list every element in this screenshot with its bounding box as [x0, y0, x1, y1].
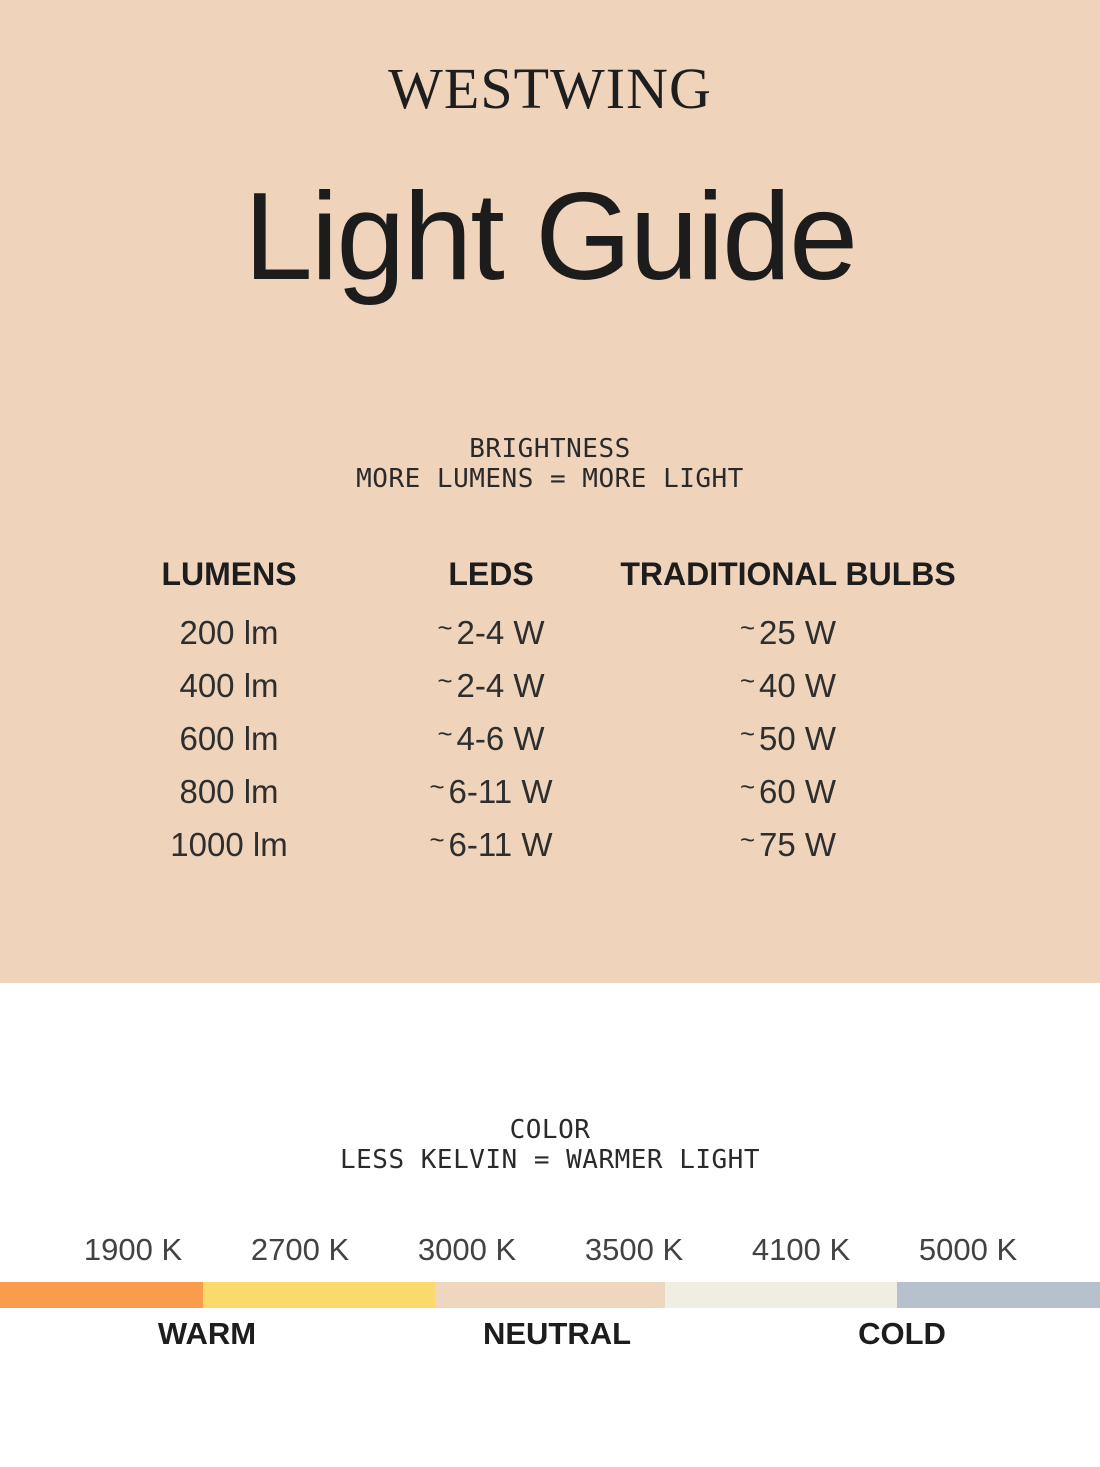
- table-row: [0, 712, 1100, 765]
- bulb-watt-value: 75 W: [759, 826, 837, 863]
- approx-symbol: ~: [739, 720, 755, 749]
- led-watt-value: 4-6 W: [456, 720, 545, 757]
- kelvin-label: 3000 K: [417, 1232, 517, 1267]
- approx-symbol: ~: [739, 614, 755, 643]
- bulb-watt-cell: [740, 818, 836, 875]
- approx-symbol: ~: [437, 720, 453, 749]
- color-caption: [0, 1115, 1100, 1175]
- bulb-watt-value: 40 W: [759, 667, 837, 704]
- kelvin-scale-labels: [0, 1234, 1100, 1268]
- zone-label-neutral: NEUTRAL: [482, 1316, 632, 1351]
- led-watt-value: 6-11 W: [448, 826, 553, 863]
- brightness-heading: BRIGHTNESS: [469, 434, 631, 464]
- table-header-traditional-bulbs: TRADITIONAL BULBS: [620, 556, 956, 592]
- scale-segment-neutral-tan: [435, 1282, 665, 1308]
- lumens-cell: 600 lm: [179, 720, 279, 757]
- table-header-leds: LEDS: [448, 556, 534, 592]
- approx-symbol: ~: [429, 826, 445, 855]
- scale-segment-warm-orange: [0, 1282, 203, 1308]
- approx-symbol: ~: [739, 826, 755, 855]
- led-watt-value: 6-11 W: [448, 773, 553, 810]
- color-temperature-section: [0, 983, 1100, 1467]
- westwing-logo: WESTWING: [388, 56, 712, 121]
- scale-segment-warm-yellow: [203, 1282, 435, 1308]
- bulb-watt-value: 60 W: [759, 773, 837, 810]
- approx-symbol: ~: [437, 667, 453, 696]
- color-rule: LESS KELVIN = WARMER LIGHT: [340, 1145, 760, 1175]
- led-watt-cell: [430, 765, 553, 822]
- kelvin-label: 4100 K: [751, 1232, 851, 1267]
- table-row: [0, 659, 1100, 712]
- kelvin-label: 5000 K: [918, 1232, 1018, 1267]
- table-header-row: [0, 554, 1100, 594]
- page-title: Light Guide: [243, 168, 857, 306]
- approx-symbol: ~: [429, 773, 445, 802]
- kelvin-label: 3500 K: [584, 1232, 684, 1267]
- scale-segment-neutral-cream: [665, 1282, 897, 1308]
- lumens-cell: 800 lm: [179, 773, 279, 810]
- led-watt-value: 2-4 W: [456, 667, 545, 704]
- lumens-conversion-table: [0, 554, 1100, 871]
- approx-symbol: ~: [437, 614, 453, 643]
- table-row: [0, 765, 1100, 818]
- lumens-cell: 1000 lm: [170, 826, 288, 863]
- led-watt-cell: [437, 659, 544, 716]
- zone-label-warm: WARM: [157, 1316, 257, 1351]
- kelvin-label: 1900 K: [83, 1232, 183, 1267]
- brightness-caption: [0, 434, 1100, 494]
- zone-label-cold: COLD: [858, 1316, 946, 1351]
- led-watt-cell: [430, 818, 553, 875]
- approx-symbol: ~: [739, 667, 755, 696]
- led-watt-cell: [437, 606, 544, 663]
- approx-symbol: ~: [739, 773, 755, 802]
- table-header-lumens: LUMENS: [161, 556, 297, 592]
- scale-segment-cold-blue: [897, 1282, 1100, 1308]
- color-temperature-scale-bar: [0, 1282, 1100, 1308]
- led-watt-cell: [437, 712, 544, 769]
- bulb-watt-value: 25 W: [759, 614, 837, 651]
- table-row: [0, 606, 1100, 659]
- bulb-watt-value: 50 W: [759, 720, 837, 757]
- lumens-cell: 200 lm: [179, 614, 279, 651]
- color-heading: COLOR: [509, 1115, 591, 1145]
- table-row: [0, 818, 1100, 871]
- temperature-zone-labels: [0, 1318, 1100, 1352]
- brightness-rule: MORE LUMENS = MORE LIGHT: [356, 464, 744, 494]
- led-watt-value: 2-4 W: [456, 614, 545, 651]
- lumens-cell: 400 lm: [179, 667, 279, 704]
- kelvin-label: 2700 K: [250, 1232, 350, 1267]
